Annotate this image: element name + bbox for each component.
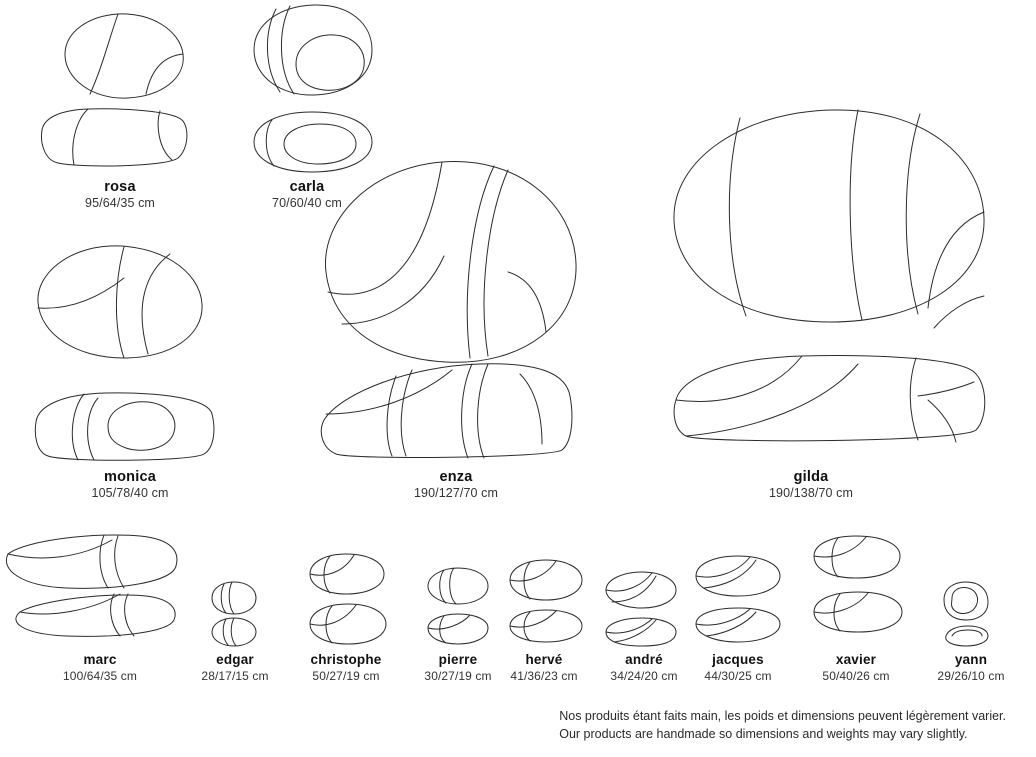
product-name-monica: monica	[104, 469, 156, 485]
product-drawing-marc	[0, 528, 190, 648]
product-drawing-xavier	[804, 530, 914, 640]
product-label-rosa	[30, 178, 210, 212]
product-label-yann	[918, 652, 1024, 684]
product-dims-carla: 70/60/40 cm	[272, 196, 342, 211]
product-label-christophe	[290, 652, 402, 684]
product-drawing-yann	[930, 578, 1000, 648]
product-drawing-jacques	[688, 552, 788, 648]
product-name-christophe: christophe	[310, 652, 382, 667]
footnote-line-fr: Nos produits étant faits main, les poids et dimensions peuvent légèrement varier.	[559, 708, 1006, 723]
footnote	[559, 707, 1006, 743]
product-dims-rosa: 95/64/35 cm	[85, 196, 155, 211]
product-drawing-herve	[500, 556, 590, 648]
product-name-herve: hervé	[525, 652, 563, 667]
product-dims-yann: 29/26/10 cm	[937, 668, 1005, 683]
product-name-andre: andré	[625, 652, 663, 667]
product-label-herve	[494, 652, 594, 684]
product-label-marc	[10, 652, 190, 684]
product-drawing-rosa	[30, 8, 200, 178]
product-label-enza	[366, 468, 546, 502]
product-name-xavier: xavier	[835, 652, 877, 667]
product-name-pierre: pierre	[438, 652, 478, 667]
footnote-line-en: Our products are handmade so dimensions and weights may vary slightly.	[559, 726, 968, 741]
product-dims-christophe: 50/27/19 cm	[312, 668, 380, 683]
product-label-jacques	[682, 652, 794, 684]
product-label-gilda	[716, 468, 906, 502]
product-drawing-carla	[232, 2, 392, 177]
product-drawing-monica	[28, 232, 218, 462]
product-dims-pierre: 30/27/19 cm	[424, 668, 492, 683]
product-name-rosa: rosa	[104, 179, 136, 195]
product-dims-monica: 105/78/40 cm	[91, 486, 169, 501]
product-dims-andre: 34/24/20 cm	[610, 668, 678, 683]
product-name-enza: enza	[439, 469, 473, 485]
product-dims-jacques: 44/30/25 cm	[704, 668, 772, 683]
product-name-carla: carla	[289, 179, 325, 195]
product-name-marc: marc	[83, 652, 117, 667]
product-dims-gilda: 190/138/70 cm	[769, 486, 853, 501]
product-dims-marc: 100/64/35 cm	[63, 668, 137, 683]
product-dims-edgar: 28/17/15 cm	[201, 668, 269, 683]
product-dims-xavier: 50/40/26 cm	[822, 668, 890, 683]
product-drawing-enza	[312, 152, 582, 462]
product-label-monica	[30, 468, 230, 502]
product-drawing-andre	[598, 568, 684, 652]
product-name-gilda: gilda	[793, 469, 829, 485]
product-name-edgar: edgar	[216, 652, 254, 667]
product-name-jacques: jacques	[712, 652, 764, 667]
product-name-yann: yann	[954, 652, 988, 667]
product-drawing-pierre	[418, 564, 498, 650]
product-dims-herve: 41/36/23 cm	[510, 668, 578, 683]
product-label-edgar	[190, 652, 280, 684]
product-label-xavier	[798, 652, 914, 684]
product-drawing-gilda	[662, 100, 992, 460]
product-dims-enza: 190/127/70 cm	[414, 486, 498, 501]
product-drawing-christophe	[296, 550, 396, 650]
product-label-pierre	[410, 652, 506, 684]
product-drawing-edgar	[200, 578, 270, 648]
product-label-andre	[592, 652, 696, 684]
